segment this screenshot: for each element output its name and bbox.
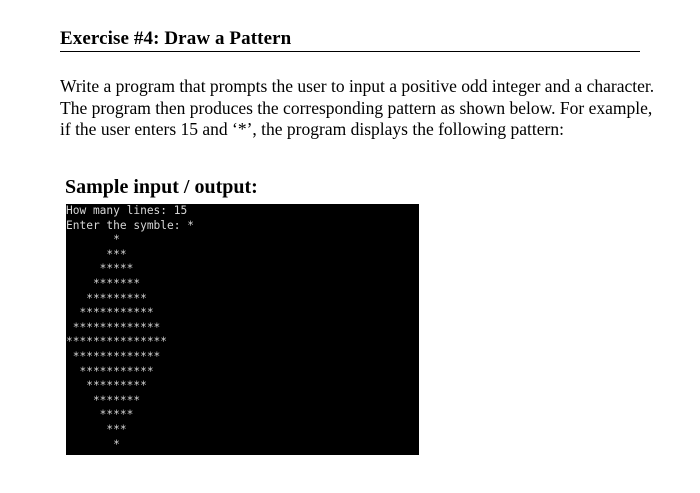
terminal-screenshot — [66, 204, 419, 455]
terminal-line: ***** — [66, 262, 134, 276]
terminal-line: ******* — [66, 276, 141, 290]
terminal-output — [66, 204, 419, 452]
sample-heading: Sample input / output: — [65, 176, 258, 198]
terminal-line: *************** — [66, 335, 168, 349]
terminal-line: * — [66, 437, 120, 451]
terminal-line: ************* — [66, 320, 161, 334]
terminal-line: *** — [66, 422, 127, 436]
terminal-line: * — [66, 233, 120, 247]
terminal-line: ********* — [66, 291, 147, 305]
exercise-description: Write a program that prompts the user to input a positive odd integer and a character. The program then produces the corresponding pattern as shown below. For example, if the user enters 15 and ‘*’, the program displays the following pattern: — [60, 76, 655, 140]
exercise-title: Exercise #4: Draw a Pattern — [60, 28, 292, 49]
terminal-line: ************* — [66, 349, 161, 363]
terminal-line: *********** — [66, 364, 154, 378]
terminal-line: *** — [66, 247, 127, 261]
terminal-line: Enter the symble: * — [66, 218, 194, 232]
terminal-line: ***** — [66, 408, 134, 422]
exercise-heading — [60, 28, 640, 52]
terminal-line: ******* — [66, 393, 141, 407]
terminal-line: How many lines: 15 — [66, 204, 188, 217]
terminal-line: ********* — [66, 379, 147, 393]
terminal-line: *********** — [66, 306, 154, 320]
